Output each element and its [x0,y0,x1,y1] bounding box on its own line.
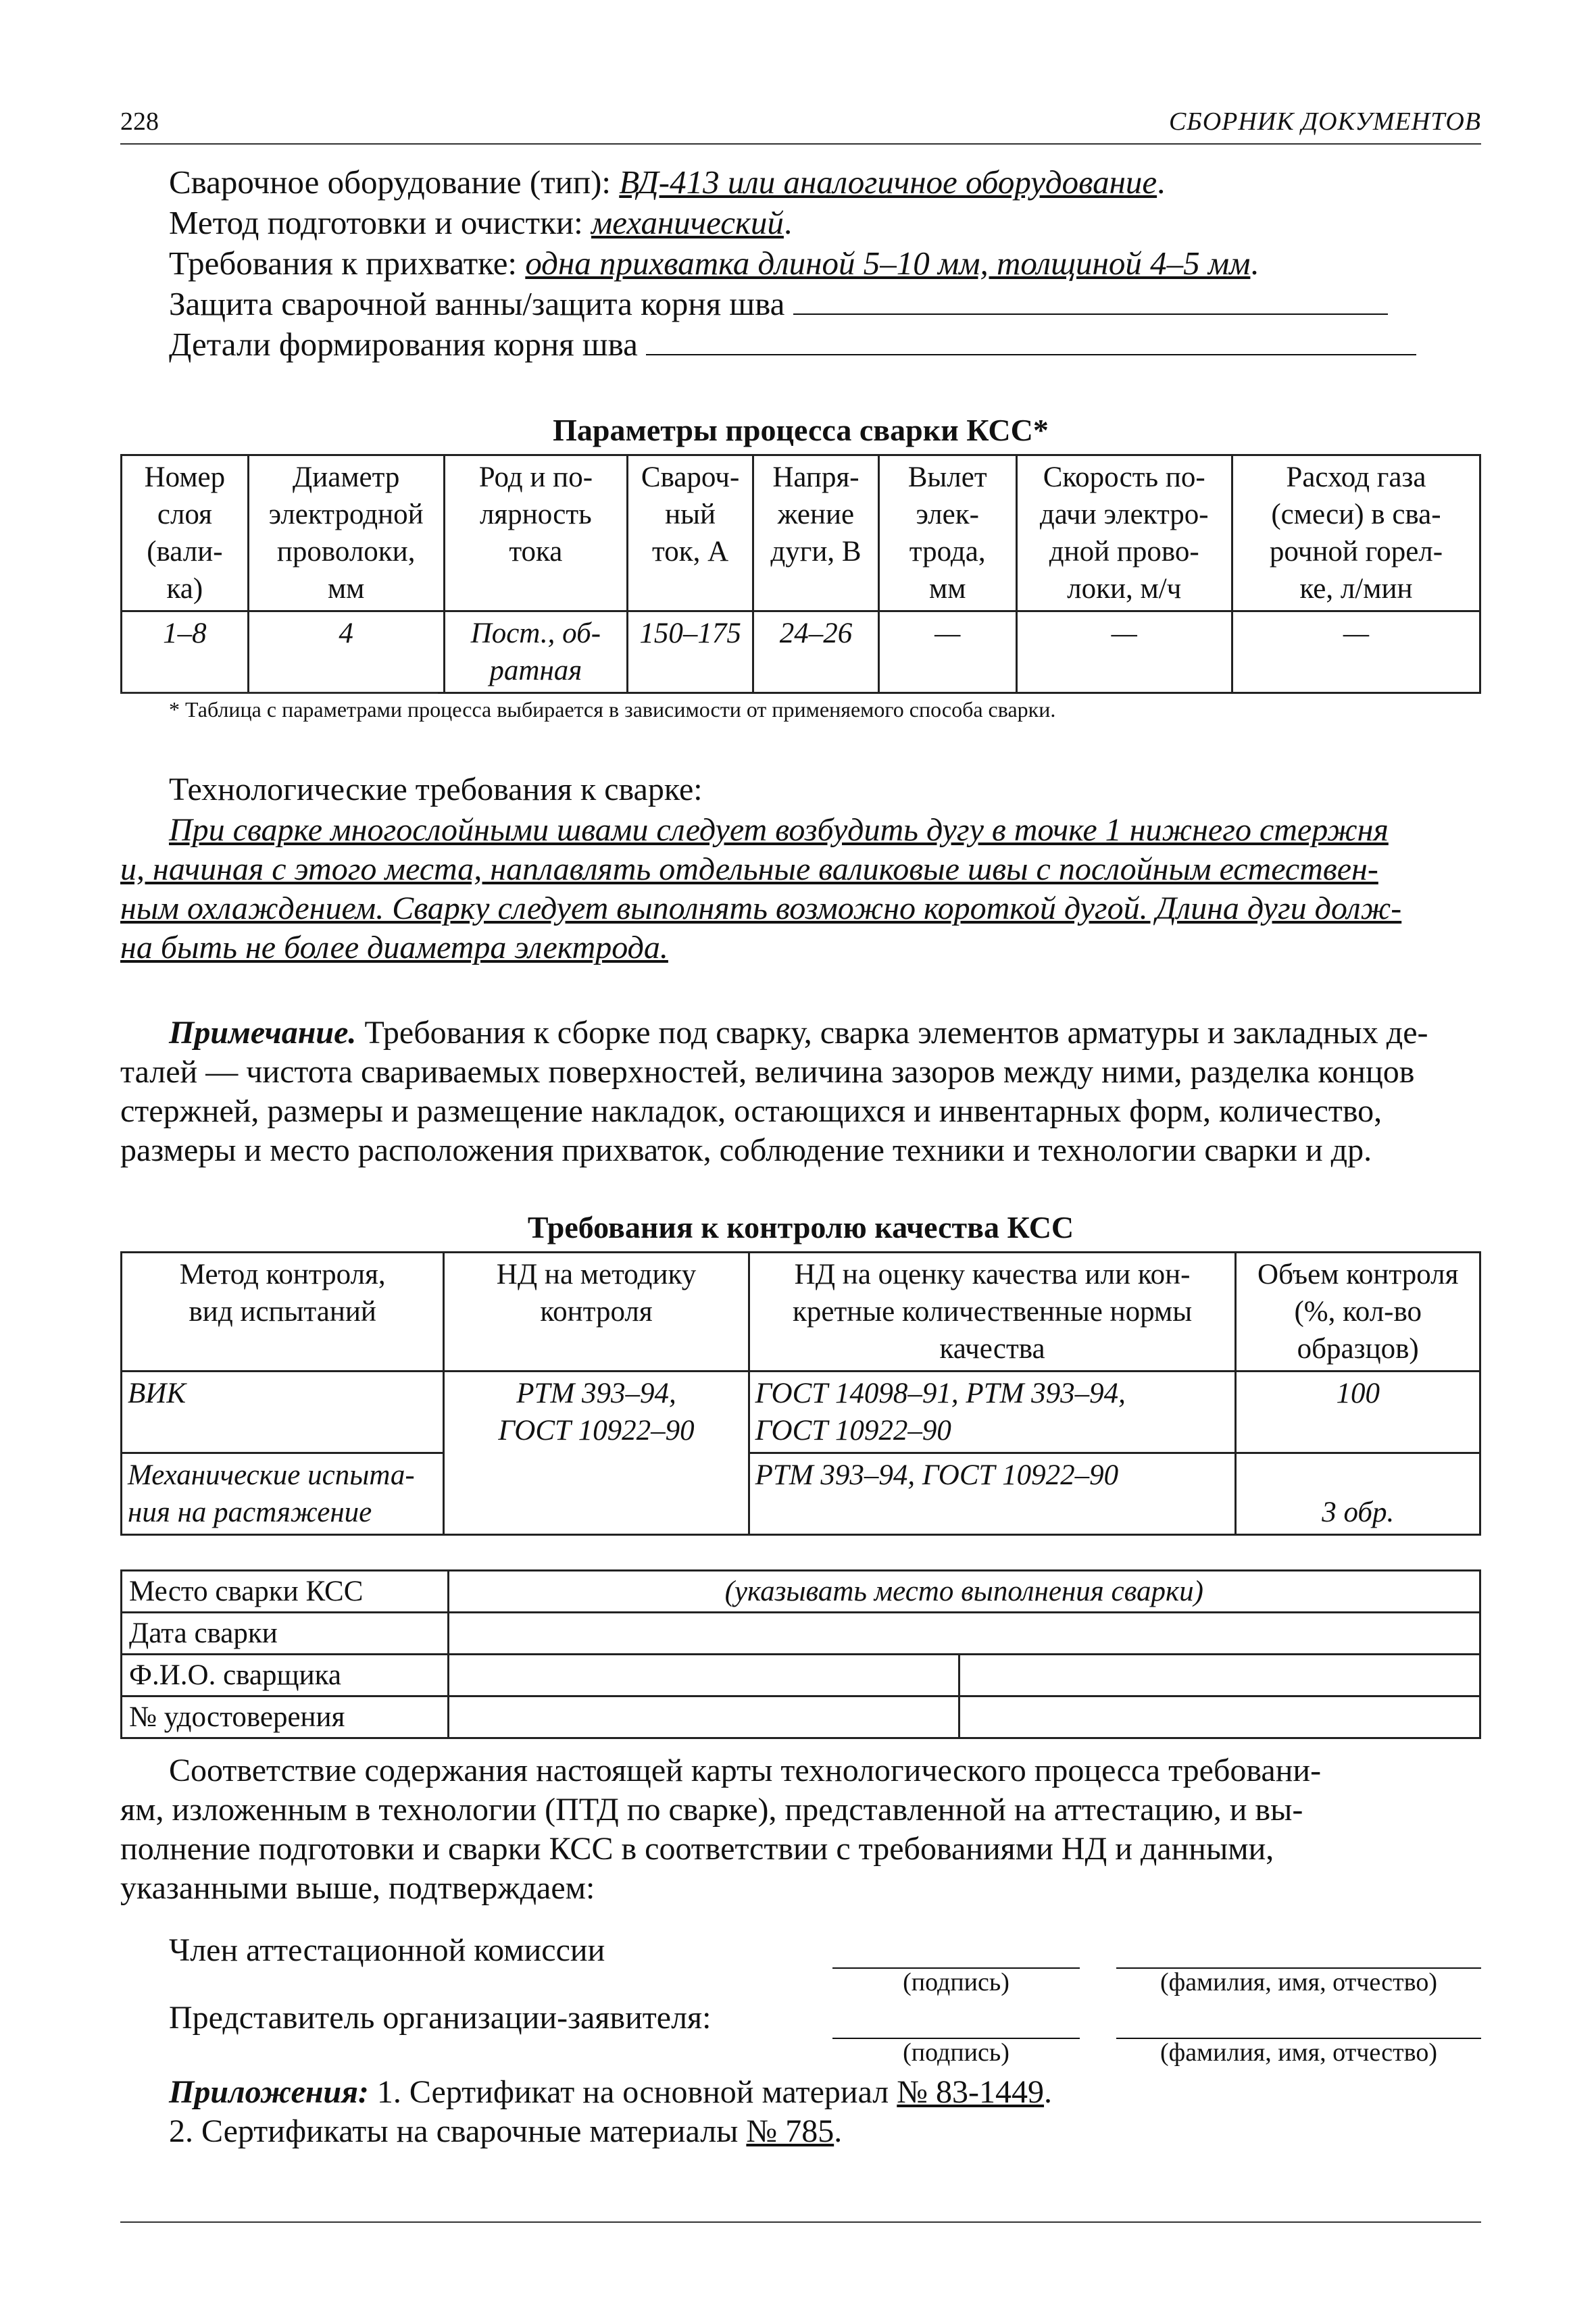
params-header-cell: Расход газа (смеси) в сва- рочной горел- ке, л/мин [1232,455,1480,611]
attachments: Приложения: 1. Сертификат на основной материал № 83-1449. 2. Сертификаты на сварочные материалы № 785. [169,2074,1053,2149]
params-data-cell: 4 [248,611,444,693]
params-header-cell: Диаметр электродной проволоки, мм [248,455,444,611]
tech-line: ным охлаждением. Сварку следует выполнять возможно короткой дугой. Длина дуги долж- [120,890,1402,926]
prep-line: Метод подготовки и очистки: механический. [169,204,793,241]
params-header-cell: Свароч- ный ток, А [628,455,753,611]
note-line: Требования к сборке под сварку, сварка элементов арматуры и закладных де- [356,1015,1428,1051]
info-table [120,1569,1481,1739]
running-header: СБОРНИК ДОКУМЕНТОВ [1168,107,1481,136]
place-label: Место сварки КСС [122,1571,449,1613]
page-number: 228 [120,107,159,136]
footer-divider [120,2221,1481,2223]
qc-header-cell: Метод контроля, вид испытаний [122,1253,444,1372]
qc-header-cell: НД на оценку качества или кон- кретные количественные нормы качества [749,1253,1236,1372]
params-header-cell: Напря- жение дуги, В [753,455,879,611]
qc-header-cell: Объем контроля (%, кол-во образцов) [1236,1253,1480,1372]
note-text [120,1013,1481,1170]
member-label: Член аттестационной комиссии [169,1932,605,1968]
footnote-divider [120,693,438,694]
attachment-1-value: № 83-1449 [897,2074,1045,2110]
qc-method-cell: Механические испыта- ния на растяжение [122,1453,444,1535]
root-blank [646,324,1416,355]
prep-value: механический [591,204,784,241]
welder-value [448,1655,959,1696]
root-line [169,324,1481,365]
info-row-date [122,1613,1480,1655]
tack-line: Требования к прихватке: одна прихватка длиной 5–10 мм, толщиной 4–5 мм. [169,245,1259,282]
params-data-row [122,611,1480,693]
conformity-line: Соответствие содержания настоящей карты технологического процесса требовани- [169,1753,1322,1788]
cert-label: № удостоверения [122,1696,449,1738]
cert-extra [959,1696,1480,1738]
qc-table [120,1251,1481,1536]
protection-blank [793,284,1388,315]
equipment-value: ВД-413 или аналогичное оборудование [619,164,1157,201]
tech-line: на быть не более диаметра электрода. [120,930,668,965]
note-label: Примечание. [169,1015,357,1051]
tech-line: и, начиная с этого места, наплавлять отдельные валиковые швы с послойным естествен- [120,851,1378,887]
equipment-label: Сварочное оборудование (тип): [169,164,620,201]
protection-label: Защита сварочной ванны/защита корня шва [169,285,785,322]
qc-volume-cell: 100 [1236,1372,1480,1453]
conformity-text [120,1751,1481,1908]
params-footnote: * Таблица с параметрами процесса выбирается в зависимости от применяемого способа сварки. [169,697,1056,722]
params-data-cell: 1–8 [122,611,249,693]
place-value: (указывать место выполнения сварки) [448,1571,1480,1613]
qc-header-row [122,1253,1480,1372]
attachment-2-value: № 785 [746,2113,834,2149]
qc-nd-quality-cell: ГОСТ 14098–91, РТМ 393–94, ГОСТ 10922–90 [749,1372,1236,1453]
date-label: Дата сварки [122,1613,449,1655]
params-header-row [122,455,1480,611]
equipment-line: Сварочное оборудование (тип): ВД-413 или аналогичное оборудование. [169,164,1166,201]
member-signature-hint: (подпись) [903,1968,1009,1996]
attachment-1-text: 1. Сертификат на основной материал [368,2074,897,2110]
note-line: талей — чистота свариваемых поверхностей, величина зазоров между ними, разделка концов [120,1054,1415,1090]
qc-volume-cell: 3 обр. [1236,1453,1480,1535]
protection-line [169,284,1481,324]
tack-value: одна прихватка длиной 5–10 мм, толщиной 4–5 мм [525,245,1251,282]
params-header-cell: Номер слоя (вали- ка) [122,455,249,611]
qc-row-mech [122,1453,1480,1535]
params-table [120,454,1481,694]
params-data-cell: — [1232,611,1480,693]
root-label: Детали формирования корня шва [169,326,638,363]
date-value [448,1613,1480,1655]
qc-nd-quality-cell: РТМ 393–94, ГОСТ 10922–90 [749,1453,1236,1535]
tack-label: Требования к прихватке: [169,245,526,282]
params-header-cell: Вылет элек- трода, мм [878,455,1016,611]
header-divider [120,143,1481,145]
tech-heading: Технологические требования к сварке: [169,772,703,807]
conformity-line: указанными выше, подтверждаем: [120,1870,595,1906]
params-table-title: Параметры процесса сварки КСС* [553,413,1049,447]
tech-text [120,811,1481,967]
qc-row-vik [122,1372,1480,1453]
attachments-label: Приложения: [169,2074,369,2110]
qc-table-title: Требования к контролю качества КСС [527,1210,1074,1244]
info-row-cert [122,1696,1480,1738]
tech-line: При сварке многослойными швами следует возбудить дугу в точке 1 нижнего стержня [169,812,1389,848]
params-header-cell: Род и по- лярность тока [444,455,628,611]
rep-label: Представитель организации-заявителя: [169,2000,712,2036]
info-row-welder [122,1655,1480,1696]
rep-name-hint: (фамилия, имя, отчество) [1159,2038,1437,2067]
qc-method-cell: ВИК [122,1372,444,1453]
info-row-place [122,1571,1480,1613]
params-header-cell: Скорость по- дачи электро- дной прово- локи, м/ч [1016,455,1232,611]
welder-extra [959,1655,1480,1696]
welder-label: Ф.И.О. сварщика [122,1655,449,1696]
params-data-cell: 150–175 [628,611,753,693]
note-line: размеры и место расположения прихваток, соблюдение техники и технологии сварки и др. [120,1132,1372,1168]
params-data-cell: 24–26 [753,611,879,693]
qc-nd-method-cell: РТМ 393–94, ГОСТ 10922–90 [444,1372,749,1535]
conformity-line: полнение подготовки и сварки КСС в соответствии с требованиями НД и данными, [120,1831,1274,1867]
conformity-line: ям, изложенным в технологии (ПТД по сварке), представленной на аттестацию, и вы- [120,1792,1303,1828]
note-line: стержней, размеры и размещение накладок, остающихся и инвентарных форм, количество, [120,1093,1382,1129]
rep-signature-hint: (подпись) [903,2038,1009,2067]
params-data-cell: Пост., об- ратная [444,611,628,693]
qc-header-cell: НД на методику контроля [444,1253,749,1372]
member-name-hint: (фамилия, имя, отчество) [1159,1968,1437,1996]
params-data-cell: — [1016,611,1232,693]
cert-value [448,1696,959,1738]
params-data-cell: — [878,611,1016,693]
prep-label: Метод подготовки и очистки: [169,204,591,241]
attachment-2-text: 2. Сертификаты на сварочные материалы [169,2113,747,2149]
